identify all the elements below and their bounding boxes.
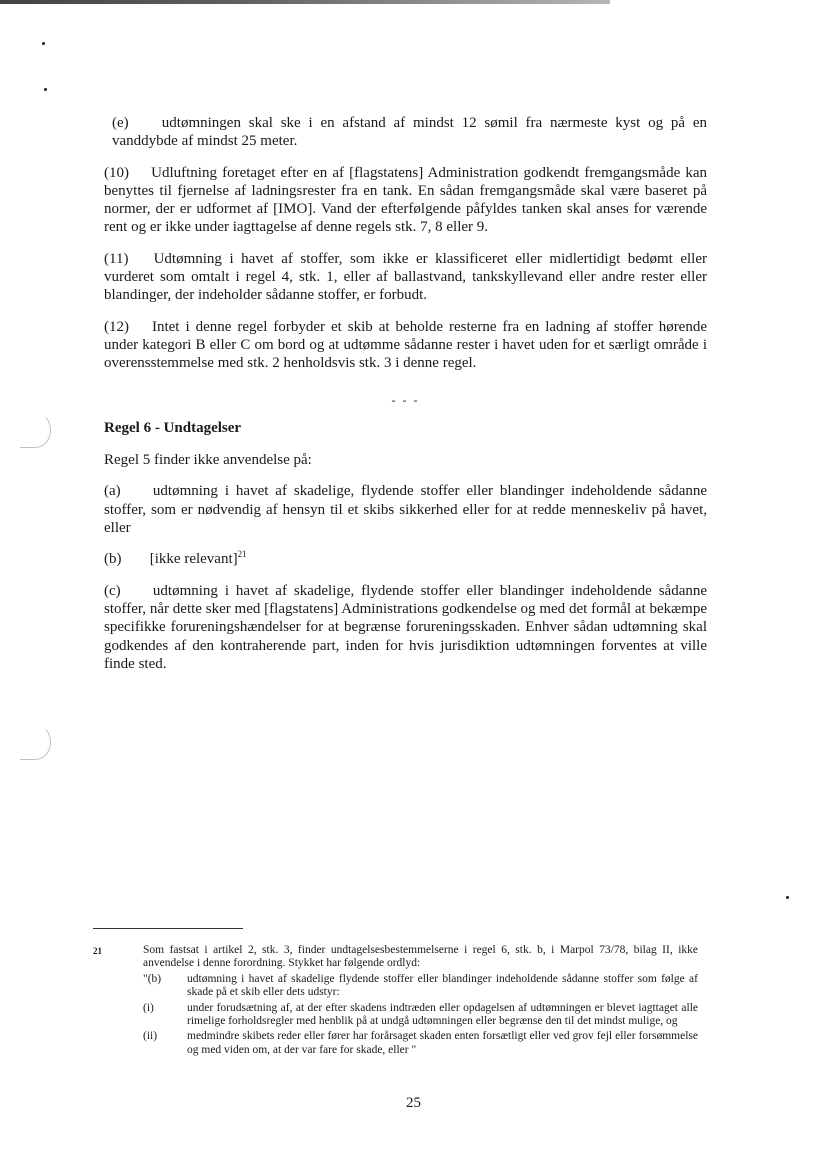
paragraph-text: [ikke relevant]	[149, 551, 238, 568]
paragraph-text: udtømningen skal ske i en afstand af mindst 12 sømil fra nærmeste kyst og på en vanddybde af mindst 25 meter.	[112, 115, 707, 150]
paragraph-label: (10)	[104, 164, 129, 181]
section-separator: - - -	[391, 392, 420, 407]
punch-hole-mark	[20, 412, 51, 448]
paragraph-label: (c)	[104, 582, 121, 599]
footnote-intro: Som fastsat i artikel 2, stk. 3, finder undtagelsesbestemmelserne i regel 6, stk. b, i Marpol 73/78, bilag II, ikke anvendelse i denne forordning. Stykket har følgende ordlyd:	[143, 944, 698, 970]
footnote-item	[143, 1030, 698, 1057]
paragraph-b	[104, 550, 707, 568]
paragraph-label: (a)	[104, 483, 121, 500]
paragraph-text: Intet i denne regel forbyder et skib at beholde resterne fra en ladning af stoffer hørende under kategori B eller C om bord og at udtømme sådanne rester i havet uden for et særligt område i overensstemmelse med stk. 2 henholdsvis stk. 3 i denne regel.	[104, 318, 707, 372]
paragraph-text: udtømning i havet af skadelige, flydende stoffer eller blandinger indeholdende sådanne stoffer, som er nødvendig af hensyn til et skibs sikkerhed eller for at redde menneskeliv på havet, eller	[104, 483, 708, 537]
scan-dot	[44, 88, 47, 91]
paragraph-c	[104, 582, 707, 673]
paragraph-text: udtømning i havet af skadelige, flydende stoffer eller blandinger indeholdende sådanne stoffer, når dette sker med [flagstatens] Administrations godkendelse og med det formål at bekæmpe specifikke forureningshændelser for at begrænse forureningsskaden. Enhver sådan udtømning skal godkendes af den kontraherende part, inden for hvis jurisdiktion udtømningen forventes at ville finde sted.	[104, 582, 708, 672]
footnote	[93, 944, 698, 1059]
footnote-item-label: "(b)	[143, 972, 162, 985]
footnote-item	[143, 973, 698, 1000]
paragraph-a	[104, 482, 707, 537]
paragraph-label: (e)	[112, 115, 129, 131]
footnote-item-label: (ii)	[143, 1030, 158, 1043]
paragraph-text: Udtømning i havet af stoffer, som ikke er klassificeret eller midlertidigt bedømt eller vurderet som omtalt i regel 4, stk. 1, eller af ballastvand, tankskyllevand eller andre rester eller blandinger, der indeholder sådanne stoffer, er forbudt.	[104, 250, 707, 304]
punch-hole-mark	[20, 724, 51, 760]
footnote-number: 21	[93, 946, 102, 956]
paragraph-label: (12)	[104, 318, 129, 335]
footnote-body	[143, 944, 698, 1059]
document-body	[104, 114, 707, 686]
paragraph-text: Udluftning foretaget efter en af [flagstatens] Administration godkendt fremgangsmåde kan benyttes til fjernelse af ladningsrester fra en tank. En sådan fremgangsmåde skal være baseret på normer, der er udformet af [IMO]. Vand der efterfølgende påfyldes tanken skal anses for værende rent og er ikke under iagttagelse af denne regels stk. 7, 8 eller 9.	[104, 164, 708, 236]
footnote-item	[143, 1002, 698, 1029]
section-intro: Regel 5 finder ikke anvendelse på:	[104, 452, 312, 469]
scan-edge-mark	[0, 0, 610, 4]
paragraph-e	[112, 114, 707, 151]
paragraph-11	[104, 250, 707, 305]
paragraph-label: (b)	[104, 551, 122, 568]
footnote-reference[interactable]: 21	[237, 549, 247, 560]
footnote-section	[93, 944, 698, 1061]
footnote-item-text: udtømning i havet af skadelige flydende stoffer eller blandinger indeholdende sådanne stoffer som følge af skade på et skib eller dets udstyr:	[187, 972, 698, 999]
footnote-item-text: medmindre skibets reder eller fører har forårsaget skaden enten forsætligt eller ved grov fejl eller forsømmelse og med viden om, at der var fare for skade, eller "	[187, 1030, 698, 1056]
scan-dot	[42, 42, 45, 45]
footnote-divider	[93, 928, 243, 929]
scan-dot	[786, 896, 789, 899]
page-number: 25	[406, 1095, 421, 1111]
paragraph-12	[104, 318, 707, 373]
footnote-item-label: (i)	[143, 1001, 154, 1014]
paragraph-label: (11)	[104, 250, 129, 267]
section-heading: Regel 6 - Undtagelser	[104, 419, 242, 436]
paragraph-10	[104, 164, 707, 237]
footnote-item-text: under forudsætning af, at der efter skadens indtræden eller opdagelsen af udtømningen er blevet iagttaget alle rimelige forholdsregler med henblik på at undgå udtømningen eller begrænse den til det mindst mulige, og	[187, 1001, 698, 1028]
